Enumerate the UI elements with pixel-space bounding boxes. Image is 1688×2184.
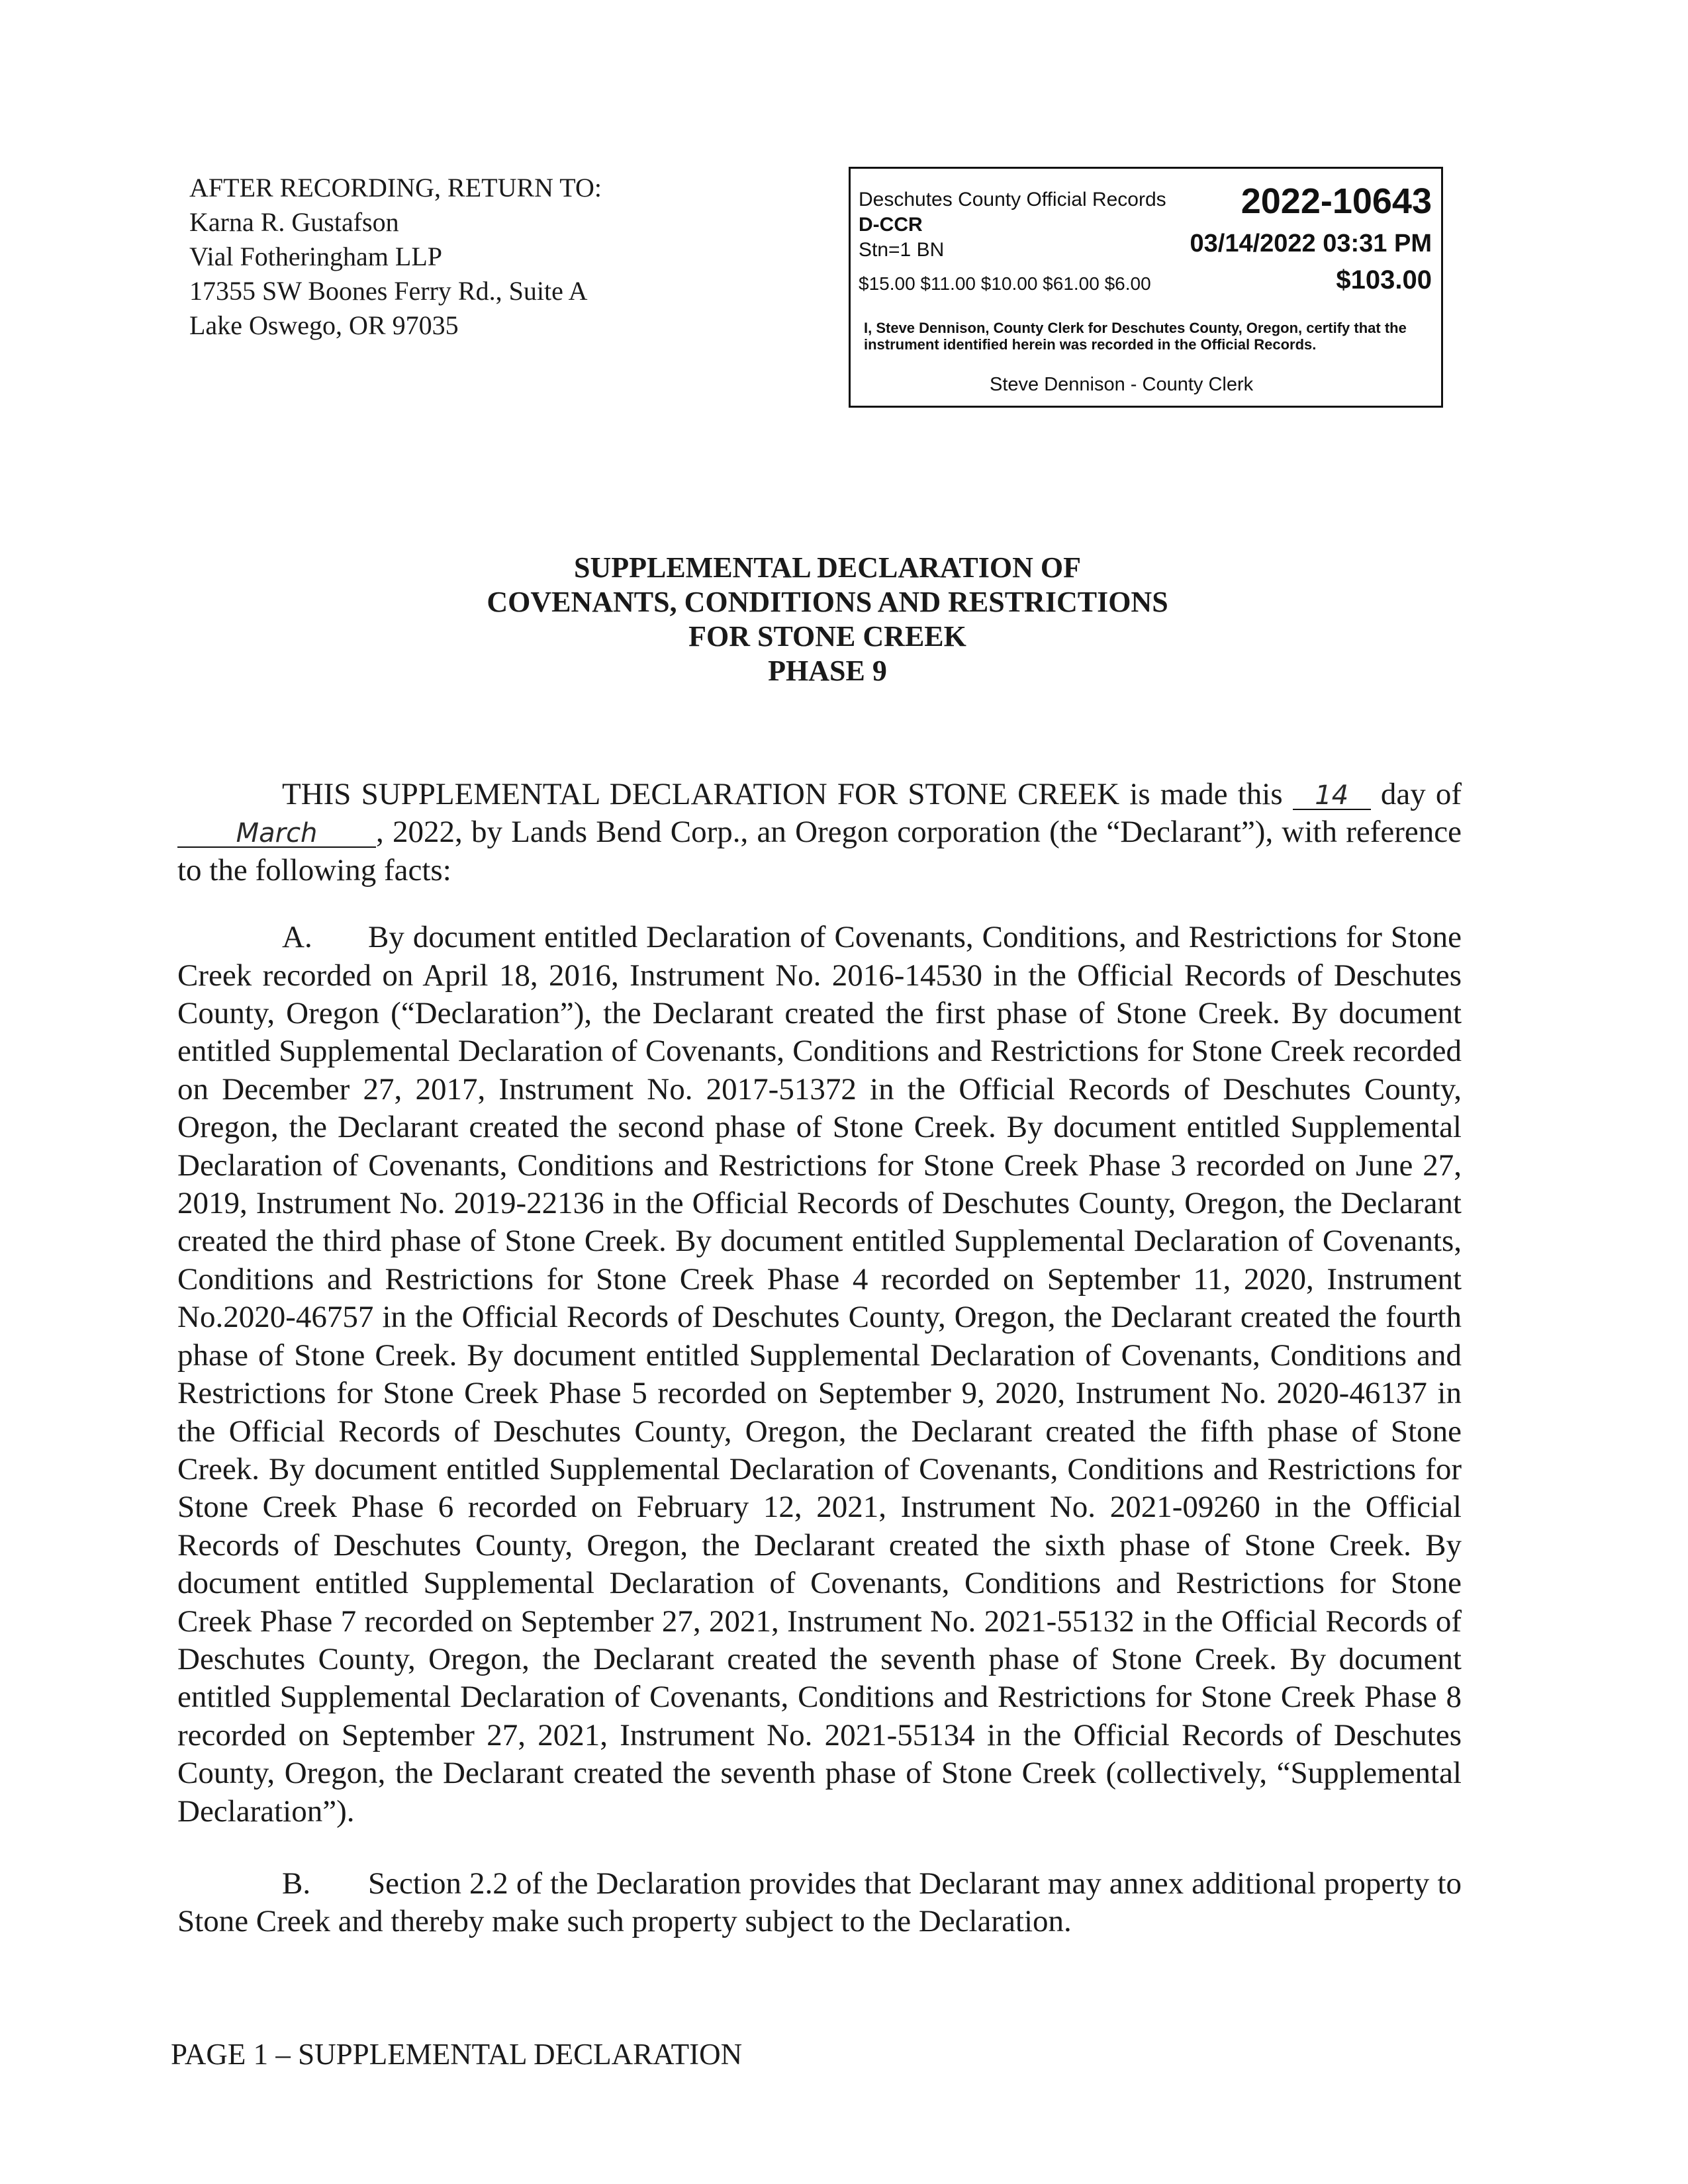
- intro-text: , 2022, by Lands Bend Corp., an Oregon corporation (the “Declarant”), with reference to the following facts:: [177, 815, 1462, 887]
- return-address-line: Karna R. Gustafson: [189, 207, 399, 237]
- return-address-line: Lake Oswego, OR 97035: [189, 310, 459, 340]
- paragraph-letter: A.: [282, 920, 312, 955]
- title-line: FOR STONE CREEK: [688, 620, 966, 653]
- return-address-block: [189, 171, 602, 343]
- intro-paragraph: [177, 776, 1462, 889]
- recording-stamp: [849, 167, 1443, 408]
- title-line: SUPPLEMENTAL DECLARATION OF: [573, 551, 1081, 584]
- stamp-station: Stn=1 BN: [859, 239, 945, 261]
- document-body: [177, 776, 1462, 1941]
- handwritten-month: March: [177, 820, 376, 848]
- stamp-total: $103.00: [1336, 265, 1432, 295]
- handwritten-day: 14: [1293, 782, 1371, 810]
- stamp-certification: I, Steve Dennison, County Clerk for Deschutes County, Oregon, certify that the instrument identified herein was recorded in the Official Records.: [864, 320, 1407, 353]
- intro-text: THIS SUPPLEMENTAL DECLARATION FOR STONE CREEK is made this: [282, 777, 1283, 811]
- stamp-datetime: 03/14/2022 03:31 PM: [1190, 230, 1432, 257]
- paragraph-letter: B.: [282, 1866, 311, 1901]
- stamp-code: D-CCR: [859, 214, 923, 236]
- paragraph-text: By document entitled Declaration of Covenants, Conditions, and Restrictions for Stone Creek recorded on April 18, 2016, Instrument No. 2016-14530 in the Official Records of Deschutes County, Oregon (“Declaration”), the Declarant created the first phase of Stone Creek. By document entitled Supplemental Declaration of Covenants, Conditions and Restrictions for Stone Creek recorded on December 27, 2017, Instrument No. 2017-51372 in the Official Records of Deschutes County, Oregon, the Declarant created the second phase of Stone Creek. By document entitled Supplemental Declaration of Covenants, Conditions and Restrictions for Stone Creek Phase 3 recorded on June 27, 2019, Instrument No. 2019-22136 in the Official Records of Deschutes County, Oregon, the Declarant created the third phase of Stone Creek. By document entitled Supplemental Declaration of Covenants, Conditions and Restrictions for Stone Creek Phase 4 recorded on September 11, 2020, Instrument No.2020-46757 in the Official Records of Deschutes County, Oregon, the Declarant created the fourth phase of Stone Creek. By document entitled Supplemental Declaration of Covenants, Conditions and Restrictions for Stone Creek Phase 5 recorded on September 9, 2020, Instrument No. 2020-46137 in the Official Records of Deschutes County, Oregon, the Declarant created the fifth phase of Stone Creek. By document entitled Supplemental Declaration of Covenants, Conditions and Restrictions for Stone Creek Phase 6 recorded on February 12, 2021, Instrument No. 2021-09260 in the Official Records of Deschutes County, Oregon, the Declarant created the sixth phase of Stone Creek. By document entitled Supplemental Declaration of Covenants, Conditions and Restrictions for Stone Creek Phase 7 recorded on September 27, 2021, Instrument No. 2021-55132 in the Official Records of Deschutes County, Oregon, the Declarant created the seventh phase of Stone Creek. By document entitled Supplemental Declaration of Covenants, Conditions and Restrictions for Stone Creek Phase 8 recorded on September 27, 2021, Instrument No. 2021-55134 in the Official Records of Deschutes County, Oregon, the Declarant created the seventh phase of Stone Creek (collectively, “Supplemental Declaration”).: [177, 920, 1462, 1829]
- paragraph-text: Section 2.2 of the Declaration provides that Declarant may annex additional property to Stone Creek and thereby make such property subject to the Declaration.: [177, 1866, 1462, 1939]
- stamp-clerk: Steve Dennison - County Clerk: [990, 374, 1254, 395]
- paragraph-a: [177, 919, 1462, 1831]
- intro-text: day of: [1380, 777, 1462, 811]
- title-line: COVENANTS, CONDITIONS AND RESTRICTIONS: [487, 586, 1168, 618]
- stamp-fees: $15.00 $11.00 $10.00 $61.00 $6.00: [859, 273, 1151, 294]
- paragraph-b: [177, 1865, 1462, 1941]
- page-footer: PAGE 1 – SUPPLEMENTAL DECLARATION: [171, 2038, 743, 2071]
- stamp-office: Deschutes County Official Records: [859, 189, 1166, 210]
- return-address-line: Vial Fotheringham LLP: [189, 242, 442, 271]
- return-address-line: 17355 SW Boones Ferry Rd., Suite A: [189, 276, 588, 306]
- title-line: PHASE 9: [768, 655, 887, 687]
- return-address-line: AFTER RECORDING, RETURN TO:: [189, 173, 602, 203]
- stamp-instrument-number: 2022-10643: [1241, 181, 1432, 221]
- document-title: [0, 551, 1655, 688]
